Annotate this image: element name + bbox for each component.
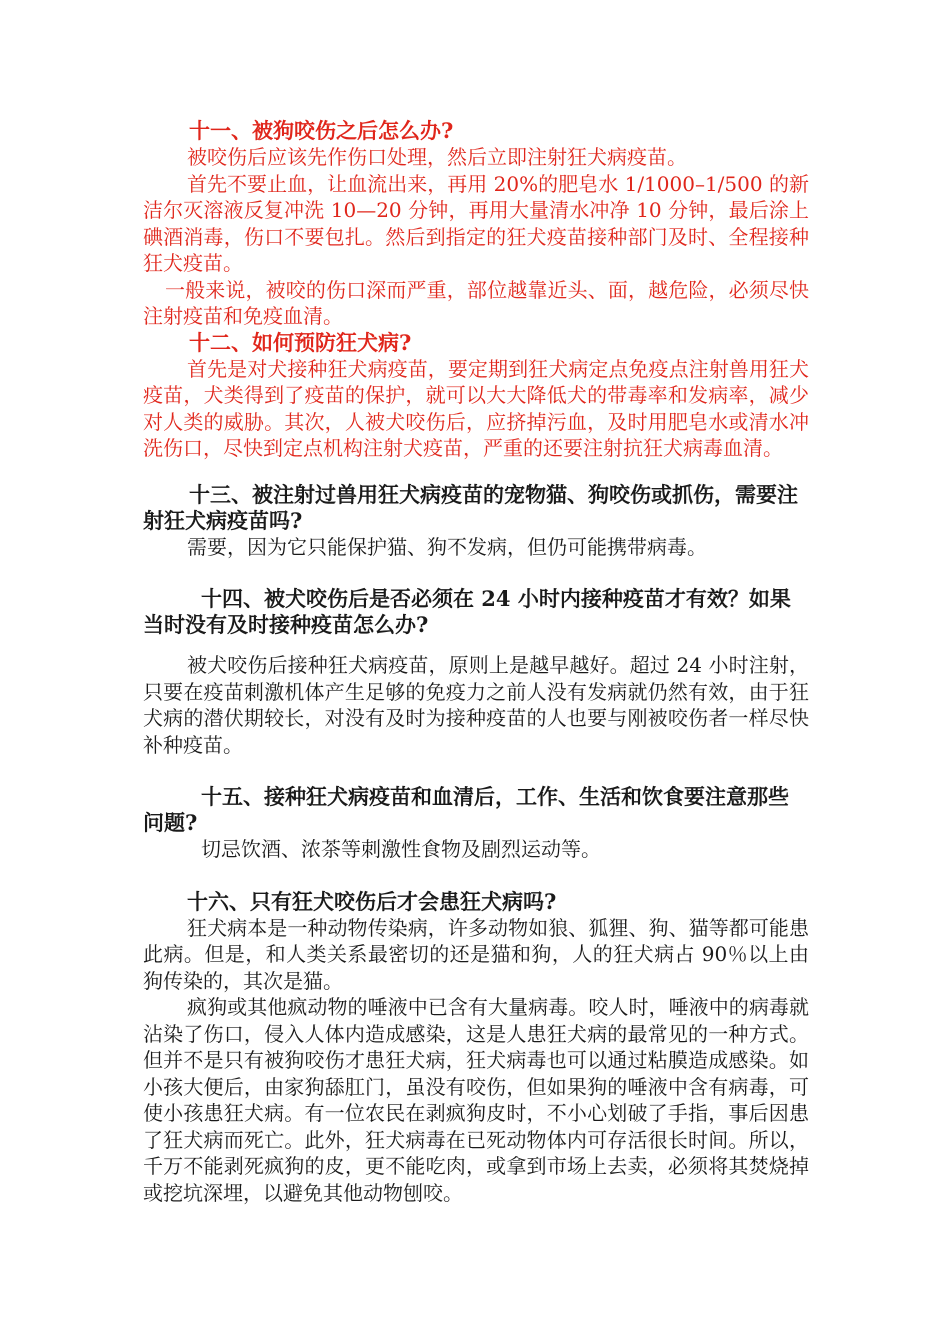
spacer bbox=[143, 462, 809, 482]
paragraph: 需要，因为它只能保护猫、狗不发病，但仍可能携带病毒。 bbox=[187, 534, 707, 559]
section-q16 bbox=[143, 889, 809, 1207]
section-heading: 十五、接种狂犬病疫苗和血清后，工作、生活和饮食要注意那些问题? bbox=[143, 784, 789, 835]
section-heading: 十一、被狗咬伤之后怎么办? bbox=[189, 118, 454, 143]
section-q11 bbox=[143, 118, 809, 330]
paragraph: 狂犬病本是一种动物传染病，许多动物如狼、狐狸、狗、猫等都可能患此病。但是，和人类关系最密切的还是猫和狗，人的狂犬病占 90％以上由狗传染的，其次是猫。 bbox=[143, 915, 809, 993]
paragraph: 被犬咬伤后接种狂犬病疫苗，原则上是越早越好。超过 24 小时注射，只要在疫苗刺激机体产生足够的免疫力之前人没有发病就仍然有效，由于狂犬病的潜伏期较长，对没有及时为接种疫苗的人也要与刚被咬伤者一样尽快补种疫苗。 bbox=[143, 653, 809, 757]
spacer bbox=[143, 560, 809, 586]
section-heading: 十六、只有狂犬咬伤后才会患狂犬病吗? bbox=[187, 888, 557, 914]
paragraph: 首先不要止血，让血流出来，再用 20%的肥皂水 1/1000–1/500 的新洁尔灭溶液反复冲洗 10—20 分钟，再用大量清水冲净 10 分钟，最后涂上碘酒消毒，伤口不要包扎。然后到指定的狂犬疫苗接种部门及时、全程接种狂犬疫苗。 bbox=[143, 171, 809, 275]
section-q12 bbox=[143, 330, 809, 462]
paragraph: 疯狗或其他疯动物的唾液中已含有大量病毒。咬人时，唾液中的病毒就沾染了伤口，侵入人体内造成感染，这是人患狂犬病的最常见的一种方式。但并不是只有被狗咬伤才患狂犬病，狂犬病毒也可以通过粘膜造成感染。如小孩大便后，由家狗舔肛门，虽没有咬伤，但如果狗的唾液中含有病毒，可使小孩患狂犬病。有一位农民在剥疯狗皮时，不小心划破了手指，事后因患了狂犬病而死亡。此外，狂犬病毒在已死动物体内可存活很长时间。所以，千万不能剥死疯狗的皮，更不能吃肉，或拿到市场上去卖，必须将其焚烧掉或挖坑深埋，以避免其他动物刨咬。 bbox=[143, 995, 809, 1205]
paragraph: 一般来说，被咬的伤口深而严重，部位越靠近头、面，越危险，必须尽快注射疫苗和免疫血清。 bbox=[143, 277, 809, 328]
document-page bbox=[143, 118, 809, 1206]
section-q14 bbox=[143, 586, 809, 758]
spacer bbox=[143, 638, 809, 652]
section-heading: 十二、如何预防狂犬病? bbox=[189, 329, 412, 355]
spacer bbox=[143, 863, 809, 889]
section-heading: 十三、被注射过兽用狂犬病疫苗的宠物猫、狗咬伤或抓伤，需要注射狂犬病疫苗吗? bbox=[143, 481, 798, 533]
section-q13 bbox=[143, 482, 809, 561]
section-q15 bbox=[143, 784, 809, 863]
section-heading: 十四、被犬咬伤后是否必须在 24 小时内接种疫苗才有效？如果当时没有及时接种疫苗怎么办? bbox=[143, 586, 791, 637]
paragraph: 首先是对犬接种狂犬病疫苗，要定期到狂犬病定点免疫点注射兽用狂犬疫苗，犬类得到了疫苗的保护，就可以大大降低犬的带毒率和发病率，减少对人类的威胁。其次，人被犬咬伤后，应挤掉污血，及时用肥皂水或清水冲洗伤口，尽快到定点机构注射犬疫苗，严重的还要注射抗狂犬病毒血清。 bbox=[143, 356, 809, 460]
paragraph: 被咬伤后应该先作伤口处理，然后立即注射狂犬病疫苗。 bbox=[187, 145, 687, 169]
spacer bbox=[143, 758, 809, 784]
paragraph: 切忌饮酒、浓茶等刺激性食物及剧烈运动等。 bbox=[201, 837, 601, 861]
